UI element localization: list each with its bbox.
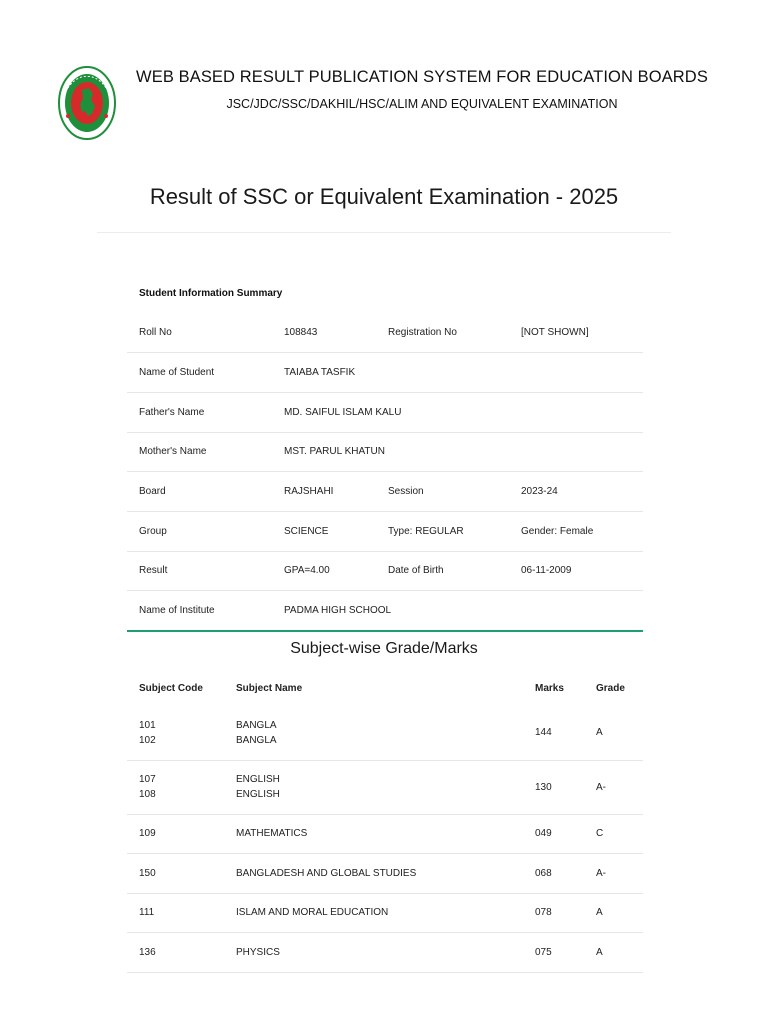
- subject-name: PHYSICS: [224, 933, 523, 973]
- subject-marks: 130: [523, 760, 584, 814]
- subject-name-2: BANGLA: [236, 734, 277, 746]
- system-title: WEB BASED RESULT PUBLICATION SYSTEM FOR EDUCATION BOARDS: [136, 68, 708, 86]
- subject-code-1: 107: [139, 774, 156, 785]
- subject-grade: A-: [584, 760, 643, 814]
- table-row: [127, 591, 643, 631]
- subject-code-2: 108: [139, 789, 156, 800]
- subject-code-2: 102: [139, 734, 156, 746]
- marks-table: [127, 670, 643, 973]
- dob-value: 06-11-2009: [509, 551, 643, 591]
- student-name-value: TAIABA TASFIK: [272, 353, 643, 393]
- subject-grade: A: [584, 893, 643, 933]
- institute-label: Name of Institute: [139, 605, 215, 617]
- subject-grade: A: [584, 933, 643, 973]
- subject-grade: A-: [584, 854, 643, 894]
- table-row: [127, 511, 643, 551]
- table-row: [127, 893, 643, 933]
- subject-code: 109: [127, 814, 224, 854]
- table-row: [127, 313, 643, 353]
- subject-code: [127, 706, 224, 760]
- column-header-name: Subject Name: [236, 682, 303, 694]
- father-name-value: MD. SAIFUL ISLAM KALU: [272, 392, 643, 432]
- marks-section: [127, 670, 643, 973]
- student-info-table: [127, 313, 643, 631]
- subject-name: [224, 760, 523, 814]
- table-row: [127, 814, 643, 854]
- registration-label: Registration No: [376, 313, 509, 353]
- mother-name-value: MST. PARUL KHATUN: [272, 432, 643, 472]
- subject-marks: 144: [523, 706, 584, 760]
- roll-value: 108843: [272, 313, 376, 353]
- subject-grade: C: [584, 814, 643, 854]
- marks-heading: Subject-wise Grade/Marks: [290, 640, 478, 657]
- section-divider: [127, 630, 643, 632]
- subject-name: BANGLADESH AND GLOBAL STUDIES: [224, 854, 523, 894]
- result-value: GPA=4.00: [272, 551, 376, 591]
- subject-code: 111: [127, 893, 224, 933]
- page-title: Result of SSC or Equivalent Examination - 2025: [149, 184, 619, 209]
- student-name-label: Name of Student: [127, 353, 272, 393]
- subject-code-1: 101: [139, 719, 156, 731]
- board-value: RAJSHAHI: [272, 472, 376, 512]
- system-subtitle: JSC/JDC/SSC/DAKHIL/HSC/ALIM AND EQUIVALENT EXAMINATION: [226, 97, 618, 111]
- divider: [97, 232, 671, 233]
- table-row: [127, 933, 643, 973]
- table-row: [127, 760, 643, 814]
- table-row: [127, 551, 643, 591]
- subject-name: [224, 706, 523, 760]
- subject-name-1: ENGLISH: [236, 774, 280, 785]
- result-label: Result: [127, 551, 272, 591]
- subject-code: 136: [127, 933, 224, 973]
- column-header-grade: Grade: [596, 682, 625, 694]
- subject-marks: 068: [523, 854, 584, 894]
- student-info-section: [127, 313, 643, 631]
- subject-grade: A: [584, 706, 643, 760]
- column-header-marks: Marks: [535, 682, 564, 694]
- government-emblem-icon: [58, 66, 116, 140]
- subject-name: ISLAM AND MORAL EDUCATION: [224, 893, 523, 933]
- table-row: [127, 706, 643, 760]
- subject-code: 150: [127, 854, 224, 894]
- subject-code: [127, 760, 224, 814]
- table-row: [127, 392, 643, 432]
- type-value: Type: REGULAR: [376, 511, 509, 551]
- registration-value: [NOT SHOWN]: [509, 313, 643, 353]
- dob-label: Date of Birth: [376, 551, 509, 591]
- mother-name-label: Mother's Name: [127, 432, 272, 472]
- table-row: [127, 854, 643, 894]
- board-label: Board: [127, 472, 272, 512]
- group-label: Group: [127, 511, 272, 551]
- student-info-caption: Student Information Summary: [139, 288, 283, 299]
- subject-name-2: ENGLISH: [236, 789, 280, 800]
- column-header-code: Subject Code: [139, 682, 203, 694]
- page-header: [0, 0, 768, 150]
- subject-name: MATHEMATICS: [224, 814, 523, 854]
- roll-label: Roll No: [127, 313, 272, 353]
- session-value: 2023-24: [509, 472, 643, 512]
- father-name-label: Father's Name: [127, 392, 272, 432]
- subject-marks: 075: [523, 933, 584, 973]
- subject-marks: 078: [523, 893, 584, 933]
- session-label: Session: [376, 472, 509, 512]
- table-header-row: [127, 670, 643, 706]
- table-row: [127, 353, 643, 393]
- subject-name-1: BANGLA: [236, 719, 277, 731]
- table-row: [127, 472, 643, 512]
- subject-marks: 049: [523, 814, 584, 854]
- group-value: SCIENCE: [272, 511, 376, 551]
- institute-value: PADMA HIGH SCHOOL: [284, 605, 392, 617]
- table-row: [127, 432, 643, 472]
- gender-value: Gender: Female: [509, 511, 643, 551]
